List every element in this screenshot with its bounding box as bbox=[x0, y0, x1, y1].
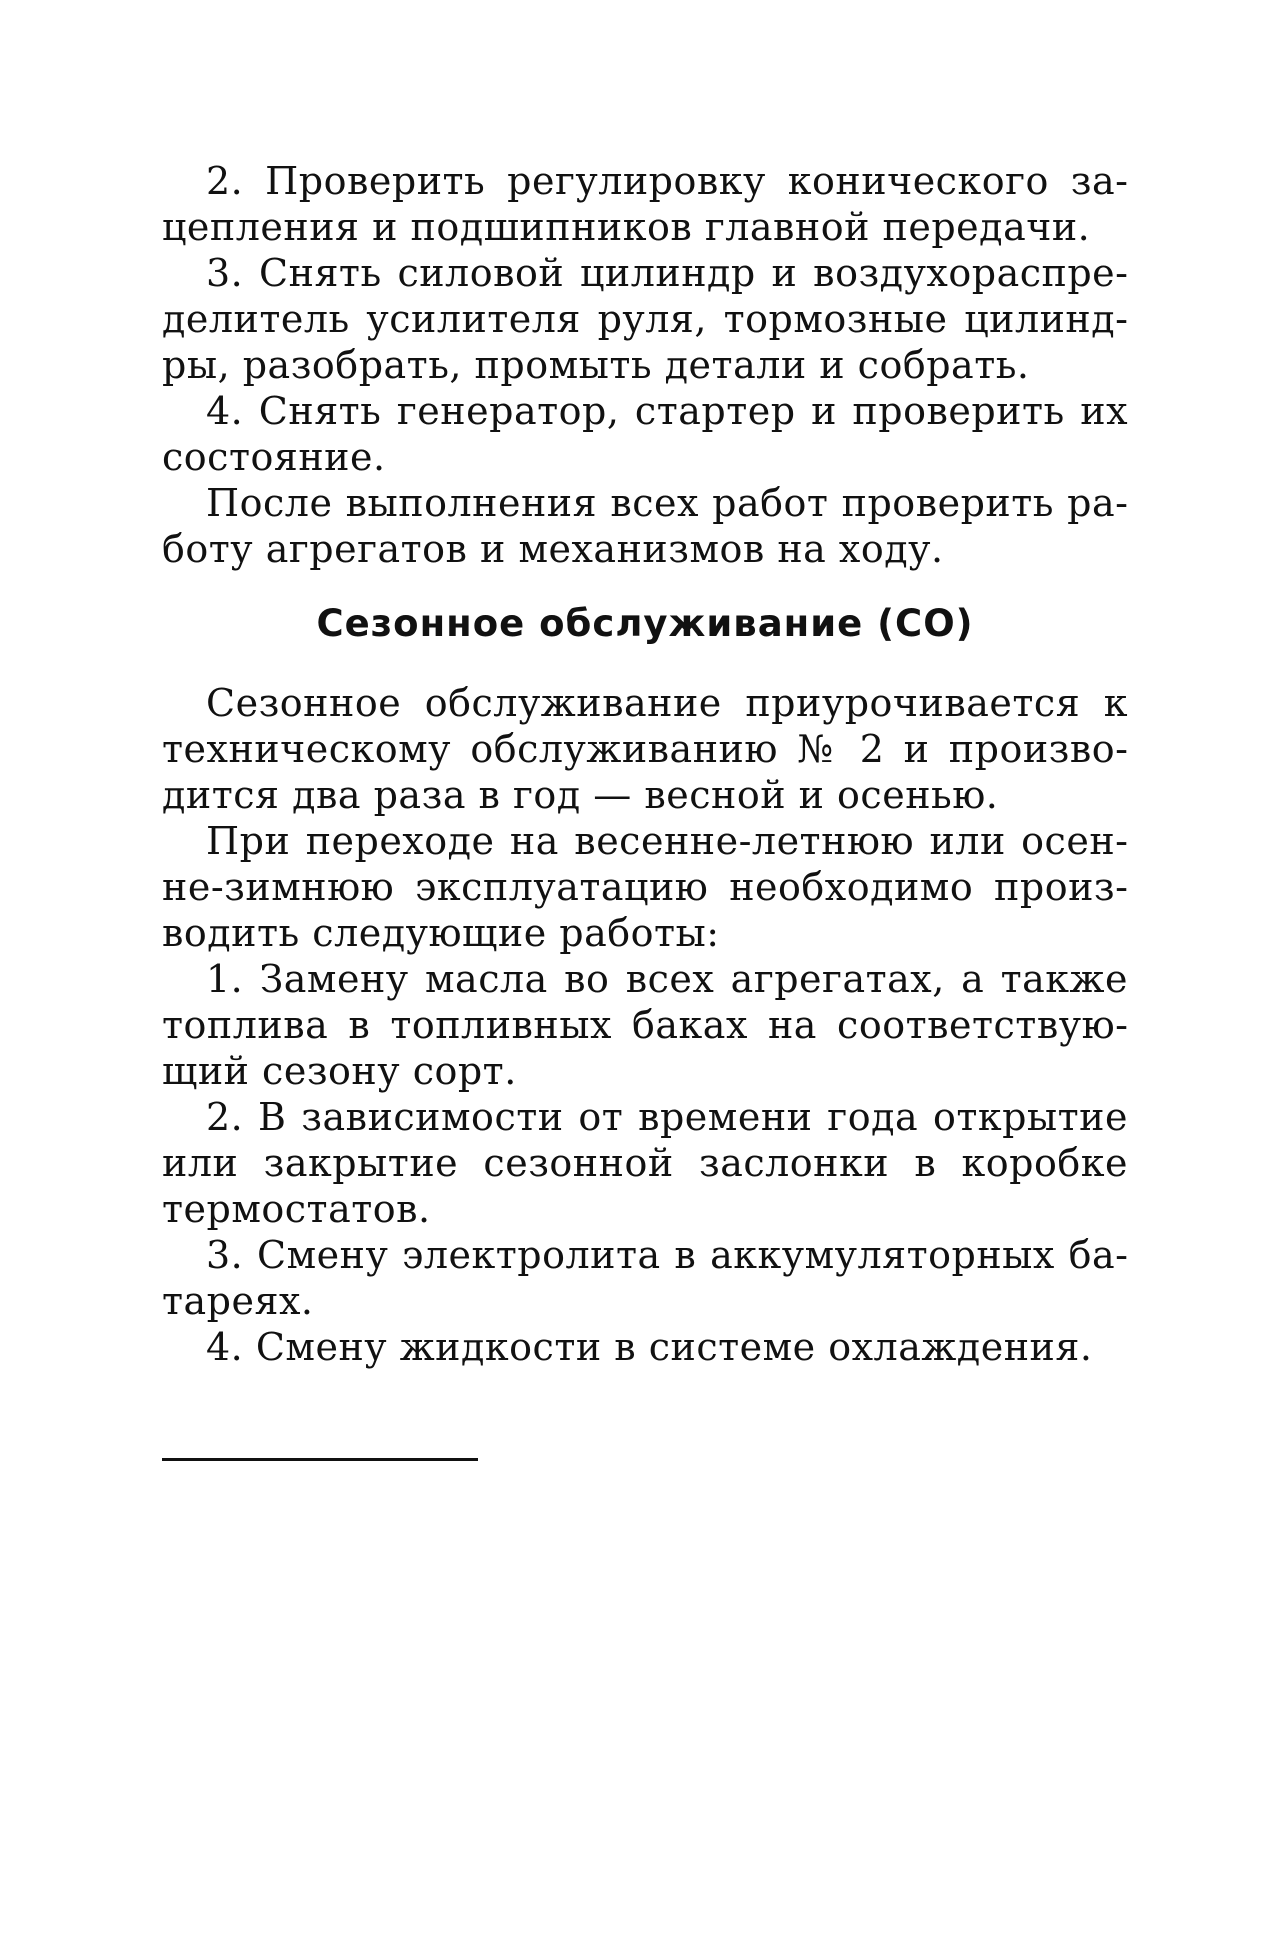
seasonal-maintenance-section bbox=[162, 680, 1128, 1370]
seasonal-transition-paragraph: При переходе на весенне-летнюю или осенне-зимнюю эксплуатацию необходимо производить следующие работы: bbox=[162, 819, 1128, 955]
step-2-paragraph: 2. Проверить регулировку конического зацепления и подшипников главной передачи. bbox=[162, 159, 1128, 249]
step-3-paragraph: 3. Снять силовой цилиндр и воздухораспределитель усилителя руля, тормозные цилиндры, разобрать, промыть детали и собрать. bbox=[162, 251, 1128, 387]
maintenance-steps-section bbox=[162, 158, 1128, 572]
footnote-divider bbox=[162, 1458, 478, 1461]
section-heading: Сезонное обслуживание (СО) bbox=[316, 602, 974, 645]
seasonal-intro-paragraph: Сезонное обслуживание приурочивается к техническому обслуживанию № 2 и производится два раза в год — весной и осенью. bbox=[162, 681, 1128, 817]
seasonal-item-3: 3. Смену электролита в аккумуляторных батареях. bbox=[162, 1233, 1128, 1323]
seasonal-item-2: 2. В зависимости от времени года открытие или закрытие сезонной заслонки в коробке термостатов. bbox=[162, 1095, 1128, 1231]
step-4-paragraph: 4. Снять генератор, стартер и проверить их состояние. bbox=[162, 389, 1128, 479]
final-check-paragraph: После выполнения всех работ проверить работу агрегатов и механизмов на ходу. bbox=[162, 481, 1128, 571]
seasonal-item-1: 1. Замену масла во всех агрегатах, а также топлива в топливных баках на соответствующий сезону сорт. bbox=[162, 957, 1128, 1093]
seasonal-item-4: 4. Смену жидкости в системе охлаждения. bbox=[206, 1325, 1093, 1369]
